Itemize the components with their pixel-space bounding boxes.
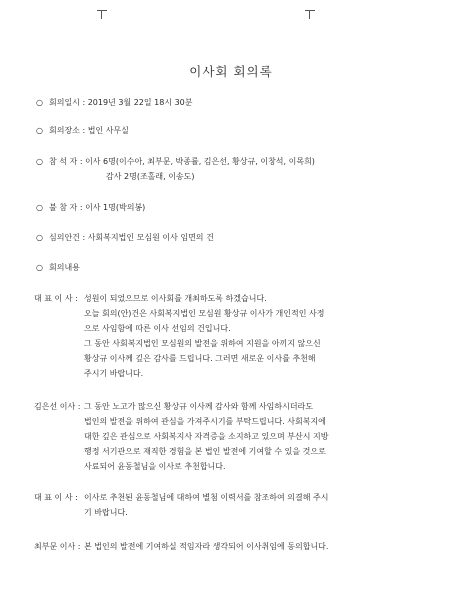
field-label: 회의내용 [49, 263, 80, 272]
speech-line: 행정 서기관으로 재직한 경험을 본 법인 발전에 기여할 수 있을 것으로 [84, 447, 326, 456]
speech-line: 기 바랍니다. [84, 508, 128, 517]
bullet-circle-icon: ○ [36, 263, 43, 272]
speech-line: 본 법인의 발전에 기여하실 적임자라 생각되어 이사취임에 동의합니다. [84, 542, 329, 551]
document-title: 이사회 회의록 [189, 64, 273, 79]
speech-line: 법인의 발전을 위하여 관심을 가져주시기를 부탁드립니다. 사회복지에 [84, 417, 326, 426]
field-attendees-auditors: 감사 2명(조홀래, 이송도) [106, 172, 195, 181]
speaker-label: 김은선 이사 : [34, 402, 81, 411]
bullet-circle-icon: ○ [36, 126, 43, 135]
speech-line: 오늘 회의(안)건은 사회복지법인 모심원 황상규 이사가 개인적인 사정 [84, 309, 325, 318]
speech-line: 주시기 바랍니다. [84, 369, 144, 378]
speaker-label: 대 표 이 사 : [34, 294, 78, 303]
field-label: 불 참 자 [49, 203, 78, 212]
field-meeting-datetime: ○ 회의일시 : 2019년 3월 22일 18시 30분 [36, 98, 193, 107]
punch-hole-mark-icon [97, 10, 107, 20]
speech-line: 으로 사임함에 따른 이사 선임의 건입니다. [84, 324, 231, 333]
speech-line: 성원이 되었으므로 이사회를 개최하도록 하겠습니다. [84, 294, 267, 303]
field-attendees: ○ 참 석 자 : 이사 6명(이수아, 최부문, 박종률, 김은선, 황상규, 이창석, 이목희) [36, 157, 315, 166]
field-label: 회의장소 [49, 126, 80, 135]
field-absentees: ○ 불 참 자 : 이사 1명(박의봉) [36, 203, 146, 212]
field-value: 사회복지법인 모심원 이사 임면의 건 [87, 233, 214, 242]
speech-line: 그 동안 사회복지법인 모심원의 발전을 위하여 지원을 아끼지 않으신 [84, 339, 321, 348]
speaker-label: 대 표 이 사 : [34, 493, 78, 502]
speaker-label: 최부문 이사 : [34, 542, 81, 551]
speech-line: 이사로 추천된 윤동철님에 대하여 별첨 이력서를 참조하여 의결해 주시 [84, 493, 329, 502]
punch-hole-mark-icon [305, 10, 315, 20]
bullet-circle-icon: ○ [36, 203, 43, 212]
bullet-circle-icon: ○ [36, 157, 43, 166]
field-meeting-place: ○ 회의장소 : 법인 사무실 [36, 126, 129, 135]
field-agenda: ○ 심의안건 : 사회복지법인 모심원 이사 임면의 건 [36, 233, 214, 242]
speech-line: 사료되어 윤동철님을 이사로 추천합니다. [84, 462, 226, 471]
field-label: 심의안건 [49, 233, 80, 242]
field-value: 법인 사무실 [87, 126, 129, 135]
bullet-circle-icon: ○ [36, 233, 43, 242]
field-label: 참 석 자 [49, 157, 78, 166]
speech-line: 대한 깊은 관심으로 사회복지사 자격증을 소지하고 있으며 부산시 지방 [84, 432, 329, 441]
bullet-circle-icon: ○ [36, 98, 43, 107]
field-label: 회의일시 [49, 98, 80, 107]
speech-line: 그 동안 노고가 많으신 황상규 이사께 감사와 함께 사임하시더라도 [84, 402, 313, 411]
speech-line: 황상규 이사께 깊은 감사를 드립니다. 그러면 새로운 이사를 추천해 [84, 354, 316, 363]
field-meeting-content [36, 263, 80, 273]
field-value: 이사 6명(이수아, 최부문, 박종률, 김은선, 황상규, 이창석, 이목희) [85, 157, 315, 166]
field-value: 이사 1명(박의봉) [85, 203, 146, 212]
field-value: 2019년 3월 22일 18시 30분 [87, 98, 193, 107]
